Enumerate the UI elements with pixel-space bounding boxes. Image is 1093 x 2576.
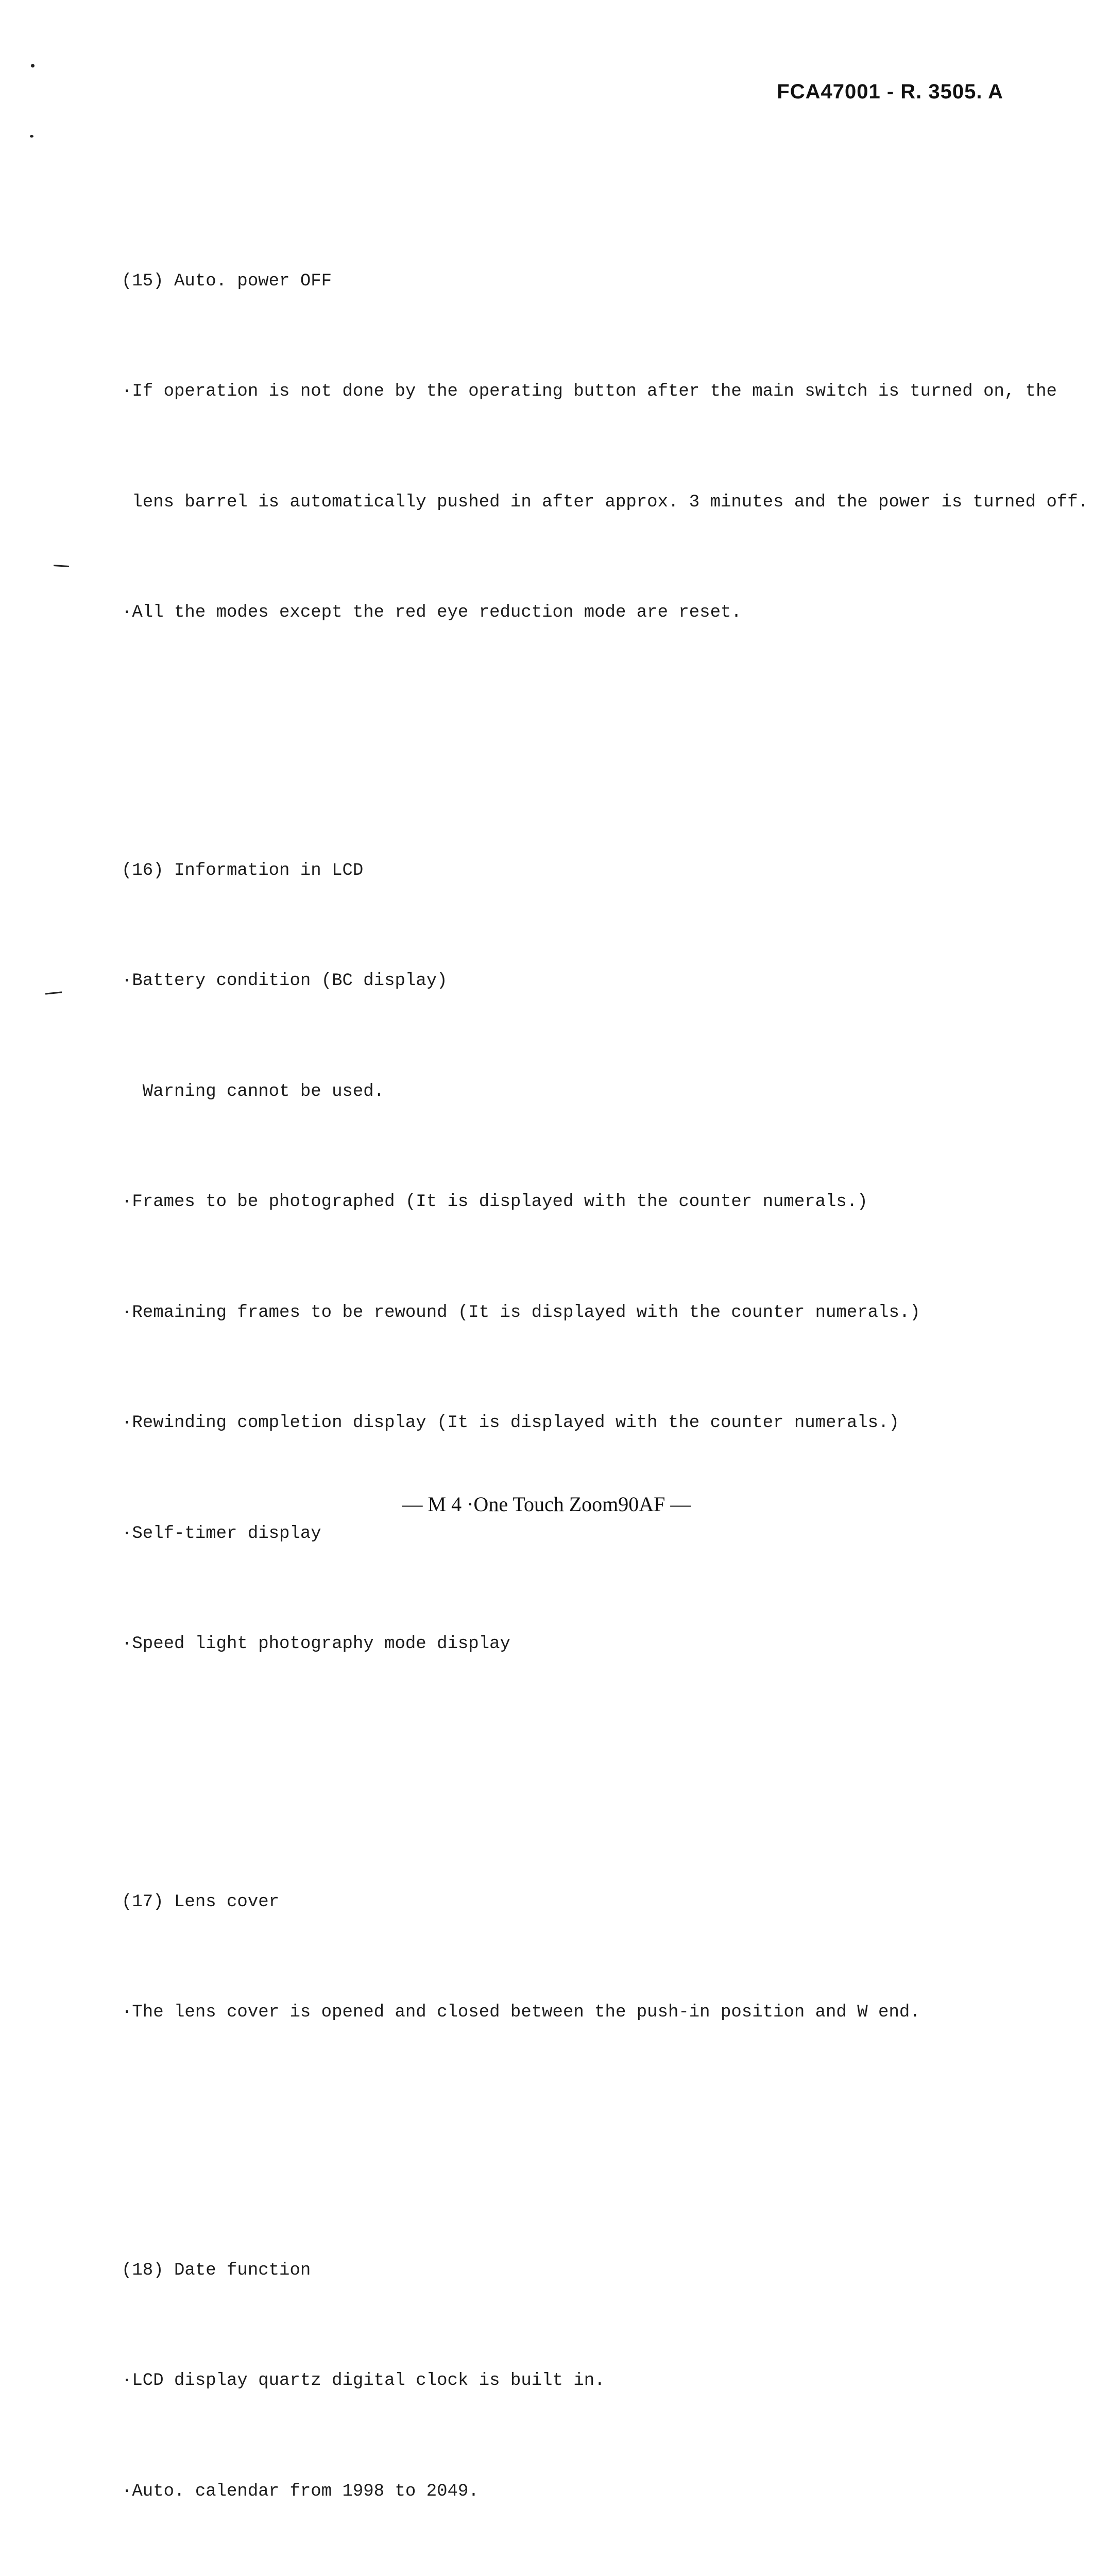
body-line: ·Frames to be photographed (It is displayed with the counter numerals.): [122, 1192, 868, 1212]
body-line: ·LCD display quartz digital clock is built in.: [122, 2371, 605, 2391]
body-line: lens barrel is automatically pushed in after approx. 3 minutes and the power is turned off.: [122, 492, 1089, 512]
body-line: ·If operation is not done by the operating button after the main switch is turned on, the: [122, 382, 1057, 401]
punch-mark: [54, 565, 69, 567]
body-line: ·Battery condition (BC display): [122, 971, 448, 991]
document-body: [122, 152, 1089, 2576]
body-line: Warning cannot be used.: [122, 1081, 385, 1101]
body-line: ·All the modes except the red eye reduction mode are reset.: [122, 603, 742, 622]
scan-dot: [30, 135, 33, 138]
section-heading: (18) Date function: [122, 2260, 311, 2280]
scan-dot: [31, 64, 35, 67]
body-line: ·Remaining frames to be rewound (It is displayed with the counter numerals.): [122, 1302, 920, 1323]
page-footer: — M 4 ·One Touch Zoom90AF —: [402, 1493, 691, 1516]
body-line: ·Self-timer display: [122, 1523, 321, 1544]
section-heading: (15) Auto. power OFF: [122, 271, 332, 291]
document-id: FCA47001 - R. 3505. A: [777, 80, 1003, 103]
section-heading: (16) Information in LCD: [122, 860, 364, 880]
body-line: ·Speed light photography mode display: [122, 1634, 510, 1654]
body-line: ·Rewinding completion display (It is displayed with the counter numerals.): [122, 1413, 899, 1433]
body-line: ·Auto. calendar from 1998 to 2049.: [122, 2481, 479, 2501]
section-heading: (17) Lens cover: [122, 1892, 280, 1912]
punch-mark: [45, 991, 62, 994]
body-line: ·The lens cover is opened and closed between the push-in position and W end.: [122, 2003, 920, 2022]
